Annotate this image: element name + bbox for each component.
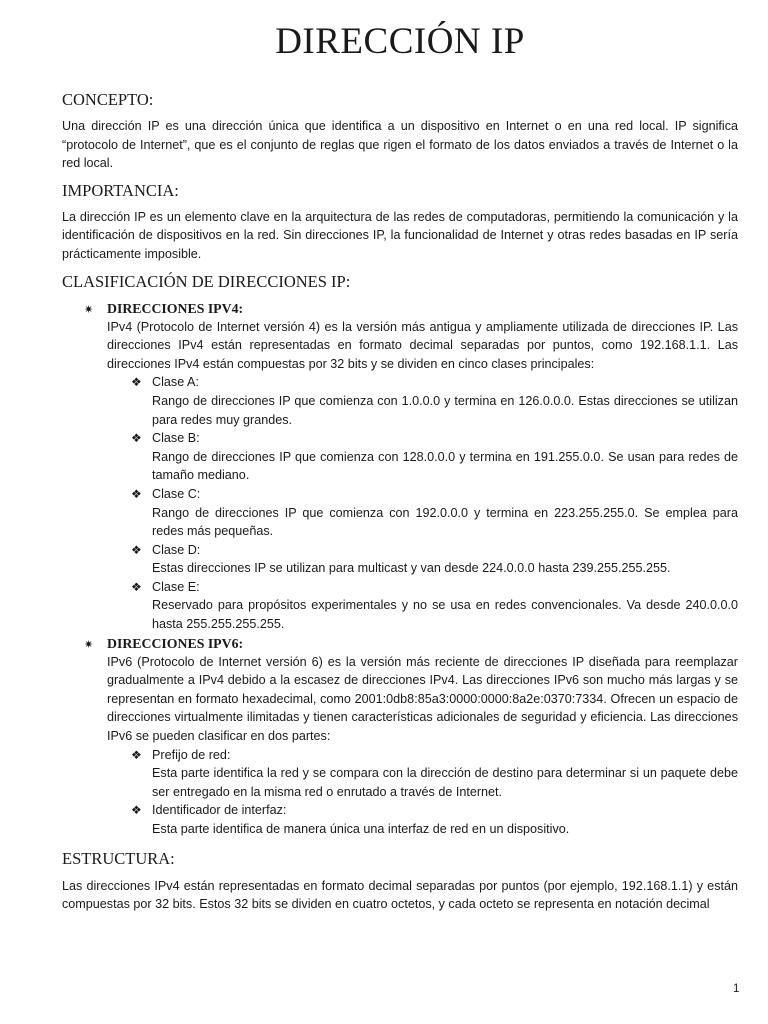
class-d-label: Clase D: [152,542,201,557]
concepto-heading: CONCEPTO: [62,90,154,109]
ipv6-text: IPv6 (Protocolo de Internet versión 6) es la versión más reciente de direcciones IP diseñada para reemplazar gradualmente a IPv4 debido a la escasez de direcciones IPv4. Las direcciones IPv6 son mucho más largas y se representan en formato hexadecimal, como 2001:0db8:85a3:0000:0000:8a2e:0370:7334. Ofrecen un espacio de direcciones virtualmente ilimitadas y tienen características adicionales de seguridad y eficiencia. Las direcciones IPv6 se pueden clasificar en dos partes: [107,654,738,744]
class-b-text: Rango de direcciones IP que comienza con 128.0.0.0 y termina en 191.255.0.0. Se usan para redes de tamaño mediano. [152,449,738,483]
prefijo-item [107,746,738,802]
class-c-label: Clase C: [152,486,201,501]
diamond-bullet-icon: ❖ [131,431,142,446]
prefijo-label: Prefijo de red: [152,747,231,762]
class-a-text: Rango de direcciones IP que comienza con 1.0.0.0 y termina en 126.0.0.0. Estas direcciones se utilizan para redes muy grandes. [152,393,738,427]
ipv4-text: IPv4 (Protocolo de Internet versión 4) es la versión más antigua y ampliamente utilizada de direcciones IP. Las direcciones IPv4 están representadas en formato decimal separadas por puntos, como 192.168.1.1. Las direcciones IPv4 están compuestas por 32 bits y se dividen en cinco clases principales: [107,319,738,371]
section-importancia [62,181,738,264]
estructura-text: Las direcciones IPv4 están representadas en formato decimal separadas por puntos (por ejemplo, 192.168.1.1) y están compuestas por 32 bits. Estos 32 bits se dividen en cuatro octetos, y cada octeto se representa en notación decimal [62,878,738,912]
star-bullet-icon: ✷ [84,638,94,651]
class-c-item [107,485,738,541]
section-concepto [62,90,738,173]
class-d-item [107,541,738,578]
estructura-heading: ESTRUCTURA: [62,848,175,868]
class-c-text: Rango de direcciones IP que comienza con 192.0.0.0 y termina en 223.255.255.0. Se emplea para redes más pequeñas. [152,505,738,539]
diamond-bullet-icon: ❖ [131,747,142,762]
ipv4-item [62,300,738,374]
class-d-text: Estas direcciones IP se utilizan para multicast y van desde 224.0.0.0 hasta 239.255.255.255. [152,561,671,576]
diamond-bullet-icon: ❖ [131,579,142,594]
diamond-bullet-icon: ❖ [131,486,142,501]
concepto-text: Una dirección IP es una dirección única que identifica a un dispositivo en Internet o en una red local. IP significa “protocolo de Internet”, que es el conjunto de reglas que rigen el formato de los datos enviados a través de Internet o la red local. [62,119,738,171]
page-number: 1 [733,983,740,995]
identificador-item [107,801,738,838]
identificador-label: Identificador de interfaz: [152,803,287,818]
class-a-item [107,373,738,429]
identificador-text: Esta parte identifica de manera única una interfaz de red en un dispositivo. [152,822,570,836]
clasificacion-heading: CLASIFICACIÓN DE DIRECCIONES IP: [62,271,351,291]
class-e-item [107,578,738,634]
class-a-label: Clase A: [152,375,199,390]
document-page [62,0,738,914]
diamond-bullet-icon: ❖ [131,542,142,557]
section-clasificacion [62,272,738,839]
class-b-item [107,429,738,485]
diamond-bullet-icon: ❖ [131,375,142,390]
class-e-label: Clase E: [152,579,200,594]
star-bullet-icon: ✷ [84,303,94,316]
ipv6-heading: DIRECCIONES IPV6: [107,635,244,651]
importancia-heading: IMPORTANCIA: [62,180,179,200]
ipv6-item [62,635,738,746]
class-e-text: Reservado para propósitos experimentales y no se usa en redes convencionales. Va desde 240.0.0.0 hasta 255.255.255.255. [152,598,738,632]
ipv4-heading: DIRECCIONES IPV4: [107,300,244,316]
importancia-text: La dirección IP es un elemento clave en la arquitectura de las redes de computadoras, permitiendo la comunicación y la identificación de dispositivos en la red. Sin direcciones IP, la funcionalidad de Internet y otras redes basadas en IP sería prácticamente imposible. [62,209,738,261]
section-estructura [62,849,738,914]
prefijo-text: Esta parte identifica la red y se compara con la dirección de destino para determinar si un paquete debe ser entregado en la misma red o enrutado a través de Internet. [152,766,738,799]
page-title: DIRECCIÓN IP [275,21,525,62]
diamond-bullet-icon: ❖ [131,803,142,818]
class-b-label: Clase B: [152,431,200,446]
